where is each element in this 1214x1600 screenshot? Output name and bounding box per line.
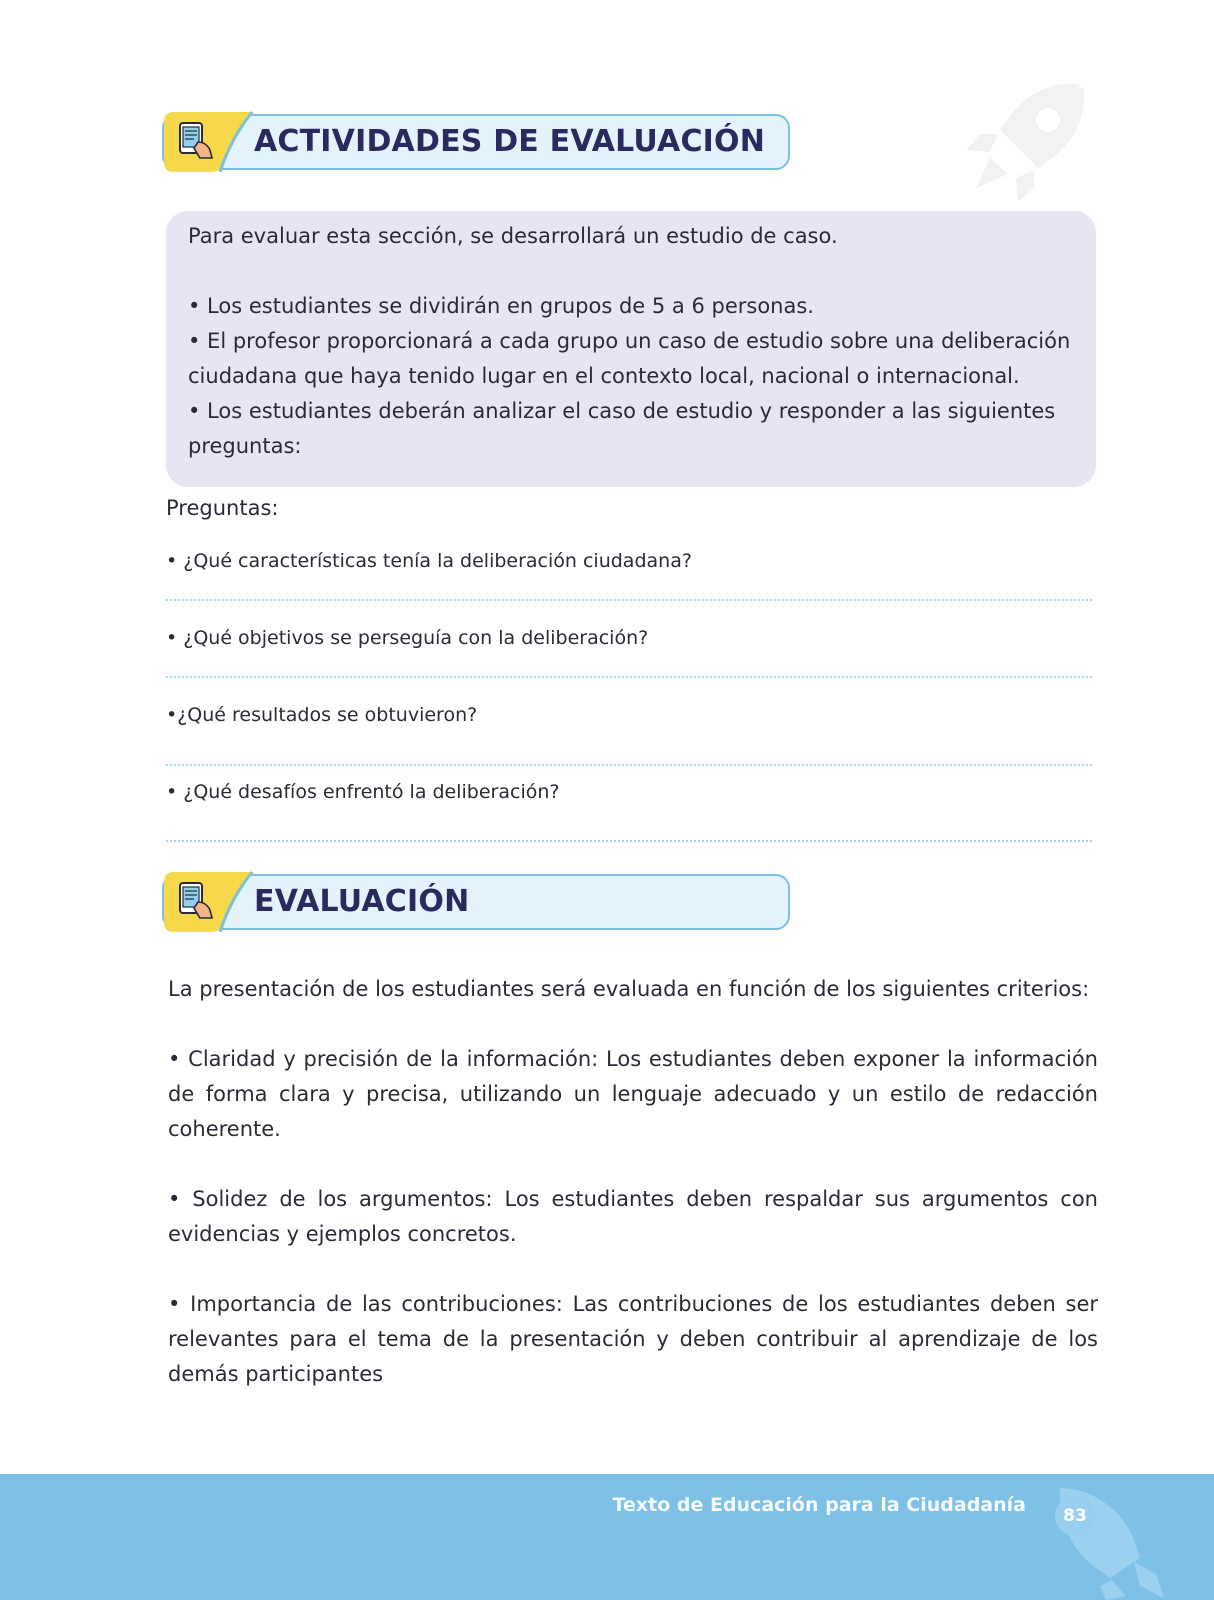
intro-text: Para evaluar esta sección, se desarrollará un estudio de caso. [188,224,838,248]
question-item: • ¿Qué características tenía la deliberación ciudadana? [166,550,692,572]
answer-line[interactable] [166,764,1092,766]
answer-line[interactable] [166,840,1092,842]
bullet-item: • Los estudiantes deberán analizar el caso de estudio y responder a las siguientes preguntas: [188,399,1056,458]
question-item: • ¿Qué objetivos se perseguía con la deliberación? [166,627,649,649]
question-item: •¿Qué resultados se obtuvieron? [166,704,478,726]
section-header-evaluation [162,872,792,934]
criterion-item: • Claridad y precisión de la información: Los estudiantes deben exponer la información de forma clara y precisa, utilizando un lenguaje adecuado y un estilo de redacción coherente. [168,1047,1098,1141]
question-item: • ¿Qué desafíos enfrentó la deliberación? [166,781,560,803]
bullet-item: • El profesor proporcionará a cada grupo un caso de estudio sobre una deliberación ciudadana que haya tenido lugar en el contexto local, nacional o internacional. [188,329,1071,388]
evaluation-intro: La presentación de los estudiantes será evaluada en función de los siguientes criterios: [168,977,1090,1001]
tablet-hand-icon [174,880,214,920]
answer-line[interactable] [166,676,1092,678]
criterion-item: • Importancia de las contribuciones: Las contribuciones de los estudiantes deben ser relevantes para el tema de la presentación y deben contribuir al aprendizaje de los demás participantes [168,1292,1098,1386]
questions-title: Preguntas: [166,496,279,520]
page-number: 83 [1055,1496,1095,1536]
tablet-hand-icon [174,120,214,160]
bullet-item: • Los estudiantes se dividirán en grupos de 5 a 6 personas. [188,294,814,318]
section-title: EVALUACIÓN [254,884,470,919]
book-title: Texto de Educación para la Ciudadanía [612,1494,1026,1516]
criterion-item: • Solidez de los argumentos: Los estudiantes deben respaldar sus argumentos con evidencias y ejemplos concretos. [168,1187,1098,1246]
section-title: ACTIVIDADES DE EVALUACIÓN [254,124,766,159]
rocket-icon [1030,1478,1170,1600]
rocket-watermark-icon [960,78,1090,208]
case-study-box [166,211,1096,487]
answer-line[interactable] [166,599,1092,601]
section-header-activities [162,112,792,174]
evaluation-body [168,972,1098,1392]
page-footer [0,1474,1214,1600]
